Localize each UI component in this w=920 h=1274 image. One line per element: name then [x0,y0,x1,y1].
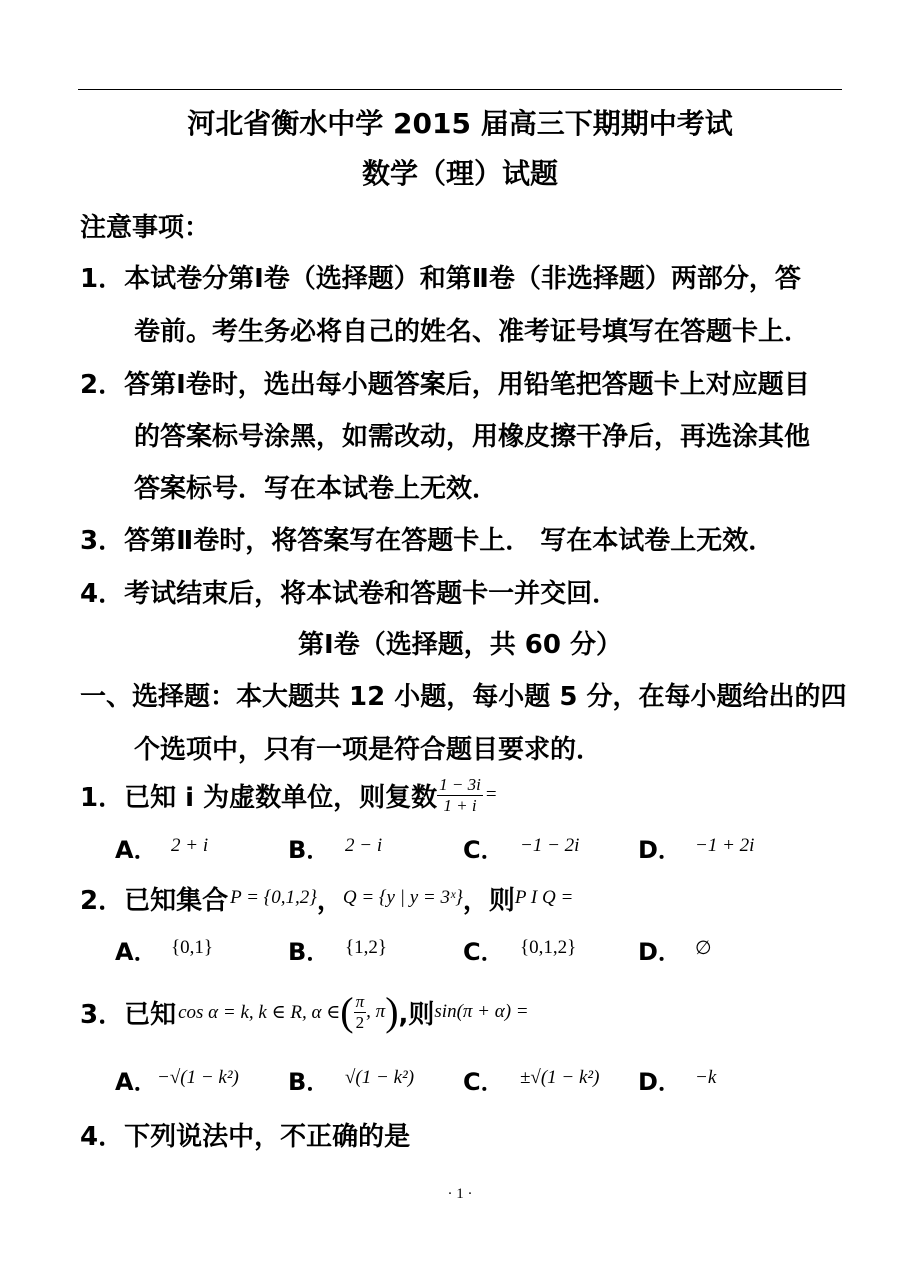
note-item-3: 3．答第Ⅱ卷时，将答案写在答题卡上． 写在本试卷上无效． [80,526,775,556]
question-2-set-q: Q = {y | y = 3ˣ} [342,887,463,908]
question-3-stem: 3．已知 [80,999,177,1030]
question-2-stem: 2．已知集合 [80,885,229,916]
option-a-label: A． [115,836,158,864]
option-c-label: C． [463,836,505,864]
option-b-label: B． [288,938,331,966]
interval-close-paren: ) [385,989,399,1034]
question-3-condition: cos α = k, k ∈ R, α ∈ [178,1001,341,1023]
part1-heading: 第Ⅰ卷（选择题，共 60 分） [298,630,622,660]
note-item-4: 4．考试结束后，将本试卷和答题卡一并交回． [80,579,619,609]
option-b-value: 2 − i [345,835,383,856]
option-d-value: −k [695,1067,717,1088]
option-a-value: −√(1 − k²) [157,1067,239,1088]
note-item-2-line-3: 答案标号．写在本试卷上无效． [134,474,499,504]
question-3-fraction [354,992,367,1033]
option-d-label: D． [638,1068,682,1096]
question-1-fraction-denominator: 1 + i [443,795,477,815]
option-c-value: ±√(1 − k²) [520,1067,600,1088]
option-b-label: B． [288,836,331,864]
option-a-value: {0,1} [171,937,213,958]
option-b-value: √(1 − k²) [345,1067,415,1088]
note-item-1-line-2: 卷前。考生务必将自己的姓名、准考证号填写在答题卡上． [134,317,811,347]
option-b-value: {1,2} [345,937,387,958]
option-a-value: 2 + i [171,835,209,856]
option-d-label: D． [638,836,682,864]
option-d-value: −1 + 2i [695,835,755,856]
option-d-label: D． [638,938,682,966]
question-2-set-p: P = {0,1,2} [230,887,317,908]
question-2-comma: ， [316,885,343,916]
note-item-1-line-1: 1．本试卷分第Ⅰ卷（选择题）和第Ⅱ卷（非选择题）两部分，答 [80,264,801,294]
section-instructions-line-1: 一、选择题：本大题共 12 小题，每小题 5 分，在每小题给出的四 [80,682,847,712]
option-c-label: C． [463,1068,505,1096]
question-3-fraction-denominator: 2 [355,1012,365,1032]
note-item-2-line-1: 2．答第Ⅰ卷时，选出每小题答案后，用铅笔把答题卡上对应题目 [80,370,810,400]
option-d-value: ∅ [695,938,712,959]
question-1-equals: = [485,784,497,805]
option-c-value: −1 − 2i [520,835,580,856]
option-a-label: A． [115,938,158,966]
option-c-label: C． [463,938,505,966]
question-1-fraction [437,775,483,816]
exam-subtitle: 数学（理）试题 [361,157,558,190]
notes-heading: 注意事项： [80,213,211,243]
exam-title: 河北省衡水中学 2015 届高三下期期中考试 [187,107,733,140]
question-3-then: ,则 [398,999,435,1030]
question-1 [80,770,497,820]
question-3-fraction-numerator: π [355,991,365,1011]
question-4-stem: 4．下列说法中，不正确的是 [80,1122,411,1152]
interval-open-paren: ( [340,989,354,1034]
question-2-options [115,932,775,964]
option-c-value: {0,1,2} [520,937,577,958]
question-3-options [115,1062,775,1094]
question-1-fraction-numerator: 1 − 3i [439,774,481,794]
question-1-options [115,830,775,862]
note-item-2-line-2: 的答案标号涂黑，如需改动，用橡皮擦干净后，再选涂其他 [134,422,811,452]
question-2-expression: P I Q = [514,887,574,908]
option-a-label: A． [115,1068,158,1096]
section-instructions-line-2: 个选项中，只有一项是符合题目要求的． [134,735,603,765]
question-2-then: ，则 [462,885,515,916]
question-3-interval-tail: , π [366,1001,386,1022]
question-3-expression: sin(π + α) = [434,1001,529,1022]
question-2 [80,880,573,916]
question-1-stem: 1．已知 i 为虚数单位，则复数 [80,782,438,813]
top-rule [78,89,842,90]
option-b-label: B． [288,1068,331,1096]
page-number: · 1 · [447,1186,473,1202]
question-3 [80,984,529,1040]
